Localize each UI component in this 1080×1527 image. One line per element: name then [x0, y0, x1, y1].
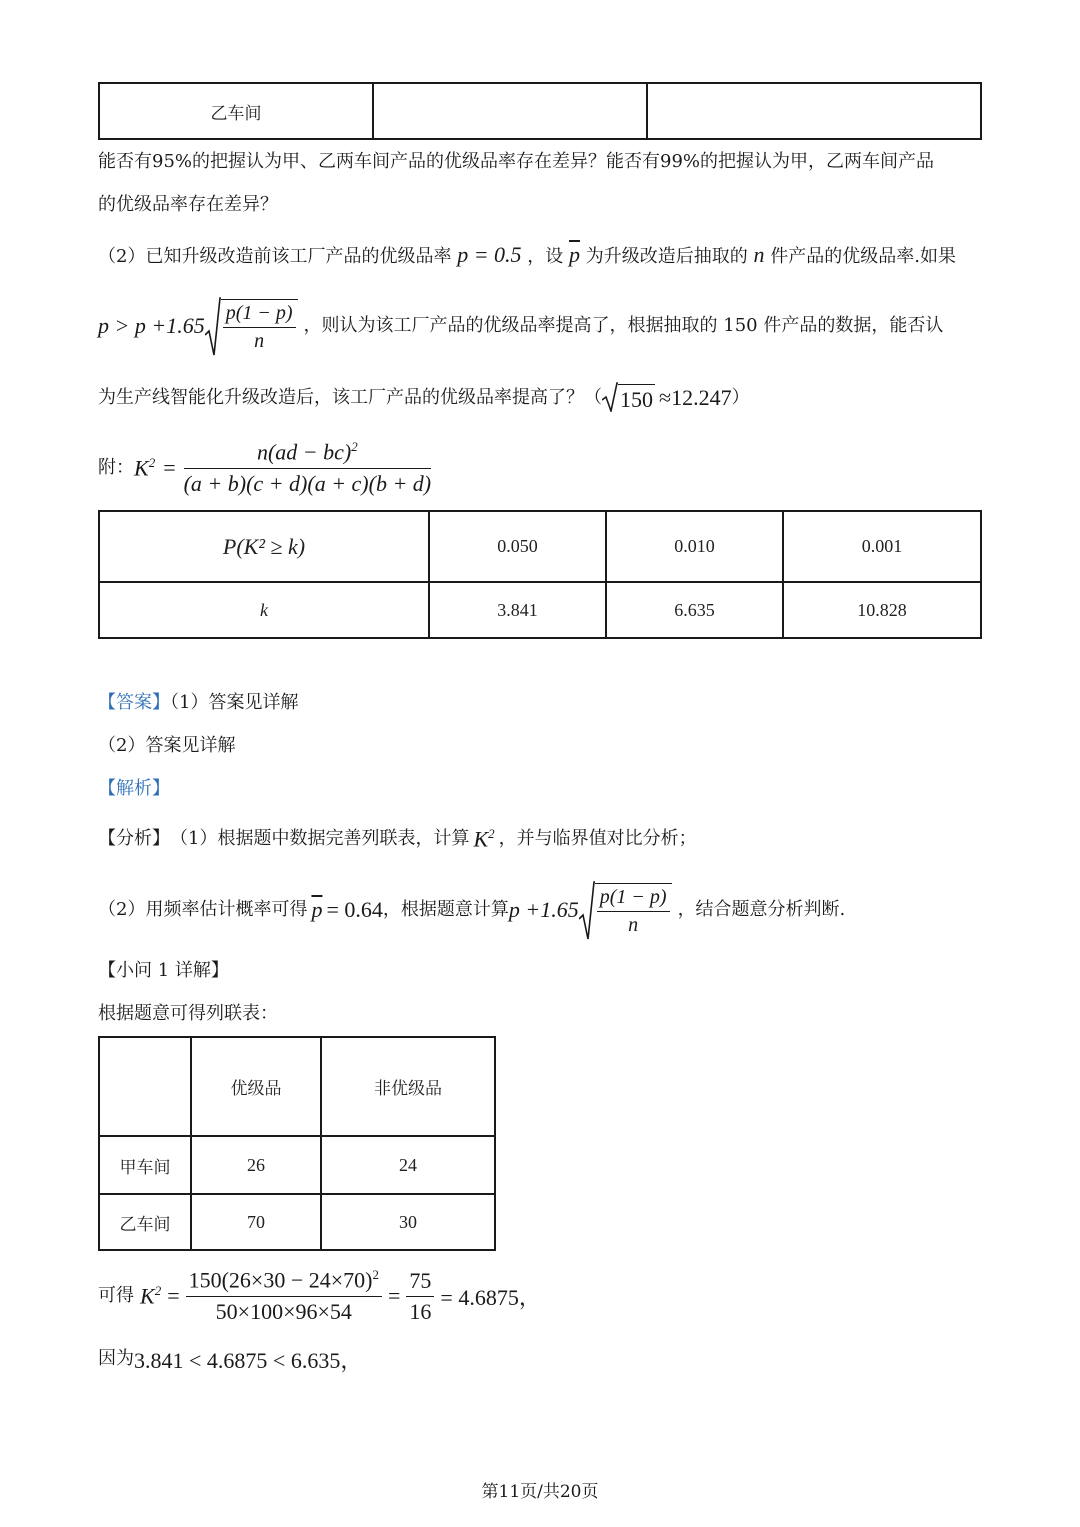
q1-text-line2: 的优级品率存在差异？: [98, 194, 278, 215]
critical-value-table: [98, 510, 982, 639]
fenxi-text-a: （1）根据题中数据完善列联表，计算: [170, 828, 470, 849]
contingency-header: [99, 1037, 191, 1136]
ref-k-value: 6.635: [606, 582, 783, 638]
top-table-cell: [373, 83, 647, 139]
because-line: [98, 1344, 362, 1374]
ref-p-value: 0.010: [606, 511, 783, 582]
cell-value: 70: [191, 1194, 321, 1250]
fenxi2-sqrt: [579, 883, 672, 937]
calc-result: = 4.6875，: [440, 1284, 541, 1310]
fenxi-text-b: ，并与临界值对比分析；: [498, 828, 697, 849]
analysis-tag: 【解析】: [98, 778, 170, 799]
table-row: [99, 1194, 495, 1250]
formula-frac: $\frac{n(ad - bc)^2}{(a + b)(c + d)(a + c)(b + d)}$: [183, 439, 432, 496]
fenxi2-pbar-eq: = 0.64: [326, 897, 383, 922]
q2-part4: 件产品的优级品率.如果: [770, 246, 956, 267]
top-table-cell: [647, 83, 981, 139]
table-row: [99, 1136, 495, 1194]
formula-lhs: $K^2$: [134, 454, 156, 481]
q2-sqrt: [205, 299, 298, 353]
q2-part2: ，设: [527, 246, 564, 267]
q2-line2: [98, 296, 943, 356]
calc-frac2-den: 16: [409, 1298, 432, 1324]
fenxi2-expr: p +1.65: [508, 897, 579, 922]
ref-k-value: 3.841: [429, 582, 606, 638]
answer-tag: 【答案】: [98, 692, 170, 713]
formula-den: (a + b)(c + d)(a + c)(b + d): [183, 470, 432, 496]
fenxi2-text-b: ，根据题意计算: [382, 899, 509, 920]
contingency-intro: 根据题意可得列联表：: [98, 1003, 278, 1024]
fenxi2-text-c: ，结合题意分析判断.: [677, 899, 846, 920]
ref-row1-label: P(K² ≥ k): [99, 511, 429, 582]
page-footer: 第11页/共20页: [481, 1482, 599, 1502]
row-label: 甲车间: [99, 1136, 191, 1194]
q1-text-line1: 能否有95%的把握认为甲、乙两车间产品的优级品率存在差异？能否有99%的把握认为甲，乙两车间产品: [98, 151, 935, 172]
top-table-row-label: 乙车间: [99, 83, 373, 139]
ref-p-value: 0.050: [429, 511, 606, 582]
radical-sign-icon: [579, 881, 595, 941]
k2-calc: 可得 $K^2$ = $\frac{150(26\times 30 - 24\times 70)^2}{50\times 100\times 96\times 54}$ = $\frac{75}{16}$ = 4.6875，: [98, 1267, 541, 1324]
contingency-table: [98, 1036, 496, 1251]
formula-label: 附：: [98, 457, 134, 478]
contingency-header: 优级品: [191, 1037, 321, 1136]
q2-part1: （2）已知升级改造前该工厂产品的优级品率: [98, 246, 452, 267]
answer-text1: （1）答案见详解: [170, 692, 299, 713]
cell-value: 26: [191, 1136, 321, 1194]
fenxi2-frac-num: p(1 − p): [597, 886, 670, 912]
fenxi2-frac-den: n: [628, 914, 639, 936]
q2-part5: ，则认为该工厂产品的优级品率提高了，根据抽取的 150 件产品的数据，能否认: [303, 315, 944, 336]
calc-frac2: [406, 1268, 434, 1325]
q2-p-eq: p = 0.5: [457, 242, 522, 267]
q2-n: n: [753, 242, 765, 267]
fenxi-k2: K: [473, 826, 489, 852]
q2-part3: 为升级改造后抽取的: [585, 246, 748, 267]
sub1-tag: 【小问 1 详解】: [98, 960, 229, 981]
q2-line1: [98, 244, 956, 266]
top-table: [98, 82, 982, 140]
q2-line3a: 为生产线智能化升级改造后，该工厂产品的优级品率提高了？（: [98, 387, 602, 408]
radical-sign-icon: [205, 297, 221, 357]
calc-num: 150(26×30 − 24×70): [188, 1267, 373, 1293]
q2-ineq-left: p > p +1.65: [98, 313, 205, 338]
because-prefix: 因为: [98, 1348, 134, 1369]
fenxi2-text-a: （2）用频率估计概率可得: [98, 899, 308, 920]
q2-pbar: $\overline{p}$: [569, 242, 581, 267]
q2-frac-den: n: [254, 330, 265, 352]
ref-p-value: 0.001: [783, 511, 981, 582]
cell-value: 24: [321, 1136, 495, 1194]
fenxi-line1: 【分析】 （1）根据题中数据完善列联表，计算 $K^2$ ，并与临界值对比分析；: [98, 825, 697, 852]
formula-num: n(ad − bc): [256, 439, 352, 465]
calc-den: 50×100×96×54: [215, 1298, 352, 1324]
ref-k-value: 10.828: [783, 582, 981, 638]
q2-sqrt150: [602, 384, 655, 413]
cell-value: 30: [321, 1194, 495, 1250]
because-expr: 3.841 < 4.6875 < 6.635，: [134, 1347, 363, 1373]
calc-prefix: 可得: [98, 1285, 134, 1306]
fenxi-line2: （2）用频率估计概率可得 $\overline{p}$ = 0.64 ，根据题意计算 p +1.65 $\frac{p(1 - p)}{n}$ ，结合题意分析判断.: [98, 880, 845, 940]
q2-line3b: ）: [731, 387, 750, 408]
q2-approx: ≈12.247: [659, 385, 732, 410]
answer-line1: [98, 694, 298, 712]
row-label: 乙车间: [99, 1194, 191, 1250]
k2-formula: 附： $K^2$ = $\frac{n(ad - bc)^2}{(a + b)(c + d)(a + c)(b + d)}$: [98, 439, 432, 496]
contingency-header: 非优级品: [321, 1037, 495, 1136]
answer-line2: （2）答案见详解: [98, 735, 236, 756]
ref-row2-label: k: [99, 582, 429, 638]
calc-frac2-num: 75: [406, 1268, 434, 1297]
q2-sqrt-val: 150: [618, 384, 655, 413]
calc-frac1: $\frac{150(26\times 30 - 24\times 70)^2}{50\times 100\times 96\times 54}$: [186, 1267, 382, 1324]
radical-sign-icon: [602, 382, 618, 412]
q2-line3: [98, 380, 750, 416]
fenxi-tag: 【分析】: [98, 828, 170, 849]
q2-frac-num: p(1 − p): [223, 302, 296, 328]
